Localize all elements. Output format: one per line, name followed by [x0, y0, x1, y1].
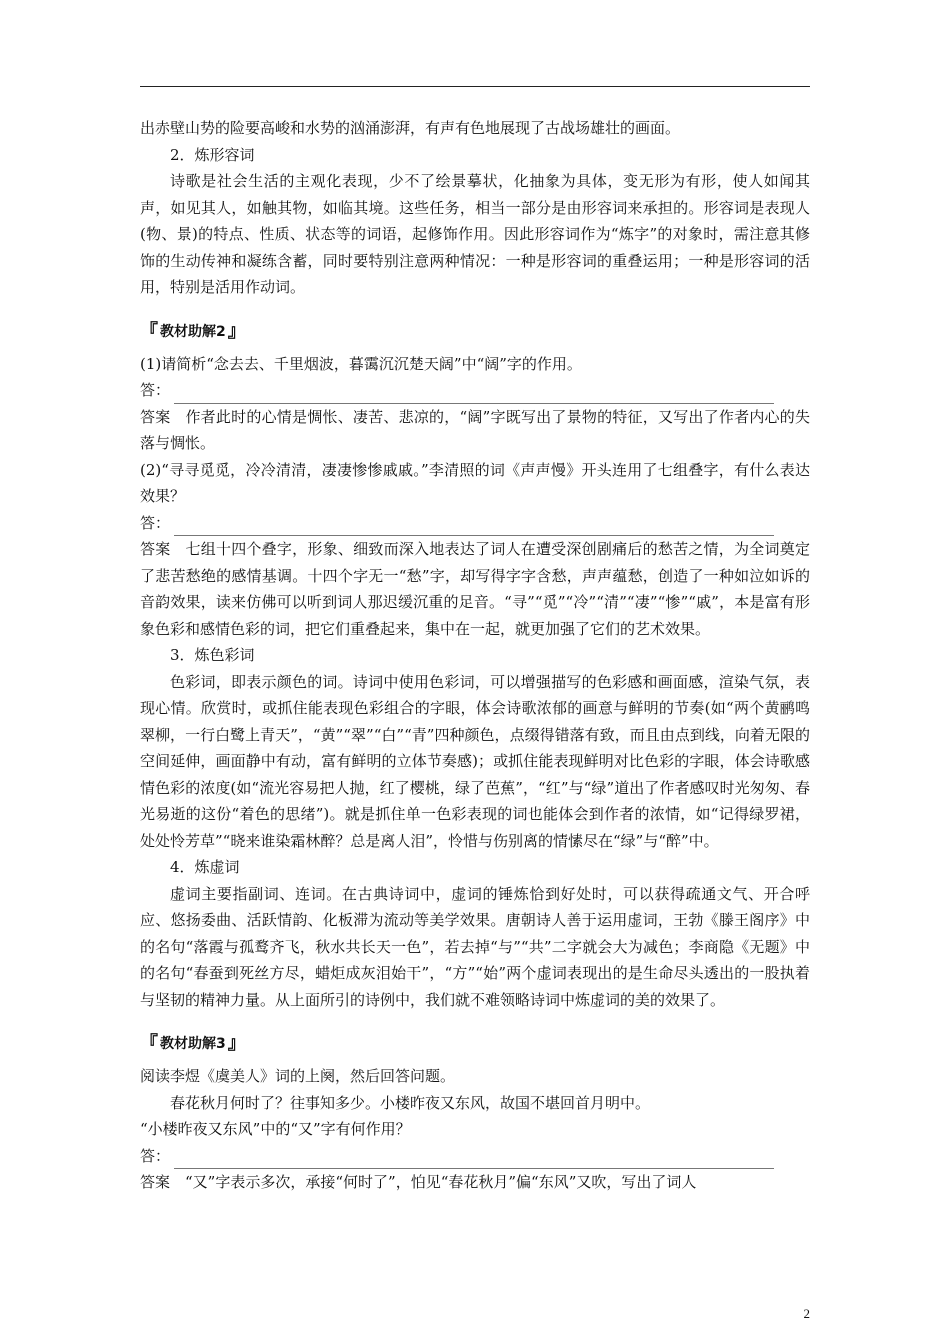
answer-blank-3[interactable]: [140, 1143, 810, 1170]
answer-text: 作者此时的心情是惆怅、凄苦、悲凉的，“阔”字既写出了景物的特征，又写出了作者内心的失落与惆怅。: [140, 407, 810, 452]
left-bracket-icon: 『: [140, 320, 158, 342]
answer-label: 答案: [140, 407, 171, 426]
textbook-help-3-heading: [140, 1031, 810, 1057]
colors-paragraph: 色彩词，即表示颜色的词。诗词中使用色彩词，可以增强描写的色彩感和画面感，渲染气氛，表现心情。欣赏时，或抓住能表现色彩组合的字眼，体会诗歌浓郁的画意与鲜明的节奏(如“两个黄鹂鸣翠柳，一行白鹭上青天”，“黄”“翠”“白”“青”四种颜色，点缀得错落有致，而且由点到线，向着无限的空间延伸，画面静中有动，富有鲜明的立体节奏感)；或抓住能表现鲜明对比色彩的字眼，体会诗歌感情色彩的浓度(如“流光容易把人抛，红了樱桃，绿了芭蕉”，“红”与“绿”道出了作者感叹时光匆匆、春光易逝的这份“着色的思绪”)。就是抓住单一色彩表现的词也能体会到作者的浓情，如“记得绿罗裙，处处怜芳草”“晓来谁染霜林醉？总是离人泪”，怜惜与伤别离的情愫尽在“绿”与“醉”中。: [140, 672, 810, 850]
answer-blank-2[interactable]: [140, 510, 810, 537]
page-number: 2: [803, 1306, 810, 1321]
answer-blank-1[interactable]: [140, 377, 810, 404]
poem-excerpt: 春花秋月何时了？往事知多少。小楼昨夜又东风，故国不堪回首月明中。: [170, 1093, 651, 1112]
answer-label: 答案: [140, 1173, 171, 1191]
section-title-function-words: 4．炼虚词: [170, 858, 240, 876]
textbook-help-2-heading: [140, 319, 810, 345]
answer-3: [140, 1169, 810, 1196]
answer-underline: [174, 517, 774, 536]
question-2: (2)“寻寻觅觅，冷冷清清，凄凄惨惨戚戚。”李清照的词《声声慢》开头连用了七组叠字，有什么表达效果？: [140, 460, 810, 505]
answer-1: [140, 404, 810, 457]
section-title-adjectives: 2．炼形容词: [170, 145, 255, 164]
header-rule: [140, 86, 810, 87]
answer-prompt: 答：: [140, 1146, 171, 1165]
right-bracket-icon: 』: [227, 1033, 246, 1054]
answer-prompt: 答：: [140, 381, 171, 399]
heading-label: 教材助解3: [160, 1036, 226, 1052]
answer-prompt: 答：: [140, 513, 171, 532]
heading-label: 教材助解2: [160, 323, 226, 340]
question-1: (1)请简析“念去去、千里烟波，暮霭沉沉楚天阔”中“阔”字的作用。: [140, 354, 582, 373]
adjectives-paragraph: 诗歌是社会生活的主观化表现，少不了绘景摹状，化抽象为具体，变无形为有形，使人如闻其声，如见其人，如触其物，如临其境。这些任务，相当一部分是由形容词来承担的。形容词是表现人(物、景)的特点、性质、状态等的词语，起修饰作用。因此形容词作为“炼字”的对象时，需注意其修饰的生动传神和凝练含蓄，同时要特别注意两种情况：一种是形容词的重叠运用；一种是形容词的活用，特别是活用作动词。: [140, 172, 810, 296]
continuation-paragraph: 出赤壁山势的险要高峻和水势的汹涌澎湃，有声有色地展现了古战场雄壮的画面。: [140, 119, 681, 137]
page-content: [140, 115, 810, 1196]
answer-text: 七组十四个叠字，形象、细致而深入地表达了词人在遭受深创剧痛后的愁苦之情，为全词奠定了悲苦愁绝的感情基调。十四个字无一“愁”字，却写得字字含愁，声声蕴愁，创造了一种如泣如诉的音韵效果，读来仿佛可以听到词人那迟缓沉重的足音。“寻”“觅”“冷”“清”“凄”“惨”“戚”，本是富有形象色彩和感情色彩的词，把它们重叠起来，集中在一起，就更加强了它们的艺术效果。: [140, 540, 810, 638]
reading-intro: 阅读李煜《虞美人》词的上阕，然后回答问题。: [140, 1067, 456, 1085]
question-3: “小楼昨夜又东风”中的“又”字有何作用？: [140, 1120, 411, 1138]
answer-2: [140, 536, 810, 642]
document-page: [140, 0, 810, 1344]
answer-underline: [174, 1150, 774, 1169]
answer-underline: [174, 385, 774, 404]
function-words-paragraph: 虚词主要指副词、连词。在古典诗词中，虚词的锤炼恰到好处时，可以获得疏通文气、开合呼应、悠扬委曲、活跃情韵、化板滞为流动等美学效果。唐朝诗人善于运用虚词，王勃《滕王阁序》中的名句“落霞与孤鹜齐飞，秋水共长天一色”，若去掉“与”“共”二字就会大为减色；李商隐《无题》中的名句“春蚕到死丝方尽，蜡炬成灰泪始干”，“方”“始”两个虚词表现出的是生命尽头透出的一股执着与坚韧的精神力量。从上面所引的诗例中，我们就不难领略诗词中炼虚词的美的效果了。: [140, 884, 810, 1009]
answer-label: 答案: [140, 540, 171, 558]
answer-text: “又”字表示多次，承接“何时了”，怕见“春花秋月”偏“东风”又吹，写出了词人: [185, 1173, 697, 1191]
left-bracket-icon: 『: [140, 1033, 158, 1054]
right-bracket-icon: 』: [227, 320, 246, 342]
section-title-colors: 3．炼色彩词: [170, 646, 255, 664]
